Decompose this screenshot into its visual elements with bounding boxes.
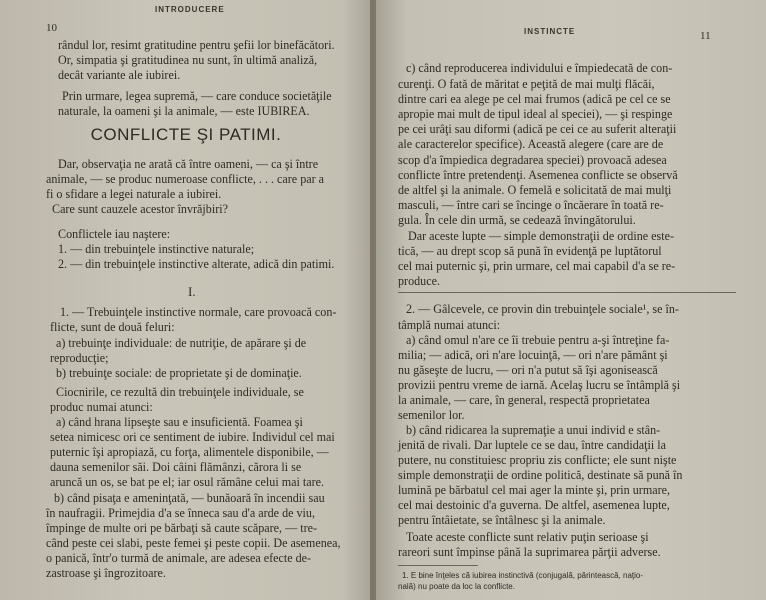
text-line: cel mai puternic şi, prin urmare, cel mai capabil d'a se re- [398,259,676,273]
running-head-right: INSTINCTE [524,27,576,36]
text-line: tică, — au drept scop să pună în evidenţă pe luptătorul [398,244,662,258]
text-line: produce. [398,274,440,288]
text-line: a) trebuinţe individuale: de nutriţie, de apărare şi de [56,336,307,350]
text-line: putere, nu constituiesc propriu zis conflicte; ele sunt nişte [398,453,677,467]
text-line: cel mai destoinic d'a guverna. De altfel, asemenea lupte, [398,498,670,512]
text-line: dintre cari ea alege pe cel mai frumos (adică pe cel ce se [398,92,671,106]
text-line: tâmplă numai atunci: [398,318,501,332]
section-heading: CONFLICTE ŞI PATIMI. [90,125,282,144]
text-line: gula. În cele din urmă, se cedează învingătorului. [398,213,636,227]
section-roman-numeral: I. [188,284,196,299]
text-line: provizii pentru vreme de iarnă. Acelaş lucru se întâmplă şi [398,378,681,392]
text-line: rândul lor, resimt gratitudine pentru şefii lor binefăcători. [58,38,335,52]
footnote-line: nală) nu poate da loc la conflicte. [398,582,515,591]
text-line: apropie mai mult de tipul ideal al speciei), — şi respinge [398,107,673,121]
text-line: Conflictele iau naştere: [58,227,171,241]
page-number-left: 10 [46,22,57,34]
text-line: 1. — Trebuinţele instinctive normale, care provoacă con- [60,305,337,319]
text-line: curenţi. O fată de măritat e peţită de mai mulţi flăcăi, [398,77,655,91]
text-line: aruncă un os, se bat pe el; iar osul rămâne celui mai tare. [50,475,325,489]
text-line: a) când hrana lipseşte sau e insuficientă. Foamea şi [56,415,303,429]
text-line: milia; — adică, ori n'are locuinţă, — ori n'are pământ şi [398,348,668,362]
text-line: la animale, — care, în general, respectă proprietatea [398,393,650,407]
text-line: pe cei urâţi sau diformi (adică pe cei ce au suferit alteraţii [398,122,677,136]
text-line: produc numai atunci: [50,400,153,414]
text-line: pentru întâietate, se întâlnesc şi la animale. [398,513,606,527]
text-line: b) când pisaţa e ameninţată, — bunăoară în incendii sau [54,491,325,505]
text-line: scop d'a împiedica degradarea speciei) provoacă adesea [398,153,667,167]
text-line: simple demonstraţii de ordine politică, destinate să pună în [398,468,683,482]
text-line: Ciocnirile, ce rezultă din trebuinţele individuale, se [56,385,304,399]
text-line: când peste cei slabi, peste femei şi peste copii. De asemenea, [46,536,341,550]
text-line: Toate aceste conflicte sunt relativ puţin serioase şi [406,530,649,544]
text-line: conflicte între pretendenţi. Asemenea conflicte se observă [398,168,678,182]
text-line: Dar, observaţia ne arată că între oameni, — ca şi între [58,157,319,171]
text-line: ale caracterelor specifice). Această alegere (care are de [398,137,664,151]
text-line: 1. — din trebuinţele instinctive naturale; [58,242,255,256]
text-line: decât variante ale iubirei. [58,68,181,82]
text-line: nu găseşte de lucru, — ori n'a putut să îşi agonisească [398,363,658,377]
text-line: 2. — din trebuinţele instinctive alterate, adică din patimi. [58,257,335,271]
text-line: dauna semenilor săi. Doi câini flămânzi, cărora li se [50,460,302,474]
footnote-line: 1. E bine înţeles că iubirea instinctivă (conjugală, părintească, naţio- [402,571,644,580]
text-line: fi o sfidare a legei naturale a iubirei. [46,187,222,201]
text-line: reproducţie; [50,351,109,365]
page-number-right: 11 [700,30,711,42]
text-line: Prin urmare, legea supremă, — care conduce societăţile [62,89,332,103]
left-page [0,0,372,600]
text-line: a) când omul n'are ce îi trebuie pentru a-şi întreţine fa- [406,333,670,347]
text-line: zastroase şi îngrozitoare. [46,566,166,580]
text-line: masculi, — între cari se încinge o încăerare în toată re- [398,198,664,212]
text-line: o panică, într'o turmă de animale, are adesea efecte de- [46,551,312,565]
text-line: Care sunt cauzele acestor învrăjbiri? [52,202,228,216]
text-line: b) când ridicarea la supremaţie a unui individ e stân- [406,423,661,437]
text-line: c) când reproducerea individului e împiedecată de con- [406,61,673,75]
text-line: în naufragii. Primejdia d'a se înneca sau d'a arde de viu, [46,506,315,520]
text-line: flicte, sunt de două feluri: [50,320,175,334]
text-line: setea nimicesc ori ce sentiment de iubire. Individul cel mai [50,430,335,444]
text-line: de altfel şi la animale. O femelă e solicitată de mai mulţi [398,183,672,197]
text-line: puternic îşi apropiază, cu forţa, alimentele disponibile, — [50,445,329,459]
text-line: Dar aceste lupte — simple demonstraţii de ordine este- [408,229,674,243]
running-head-left: INTRODUCERE [155,5,225,14]
text-line: Or, simpatia şi gratitudinea nu sunt, în ultimă analiză, [58,53,318,67]
right-page [376,0,766,600]
text-line: b) trebuinţe sociale: de proprietate şi de dominaţie. [56,366,302,380]
divider [398,292,736,293]
text-line: jenită de rivali. Dar luptele ce se dau, între candidaţii la [398,438,666,452]
text-line: semenilor lor. [398,408,465,422]
text-line: 2. — Gâlcevele, ce provin din trebuinţele sociale¹, se în- [406,302,679,316]
footnote-rule [398,565,478,566]
text-line: naturale, la oameni şi la animale, — este IUBIREA. [58,104,310,118]
text-line: împinge de multe ori pe bărbaţi să caute scăpare, — tre- [46,521,317,535]
text-line: rareori sunt împinse până la suprimarea părţii adverse. [398,545,661,559]
text-line: lumină pe bărbatul cel mai ager la minte şi, prin urmare, [398,483,671,497]
text-line: animale, — se produc numeroase conflicte, . . . care par a [46,172,325,186]
